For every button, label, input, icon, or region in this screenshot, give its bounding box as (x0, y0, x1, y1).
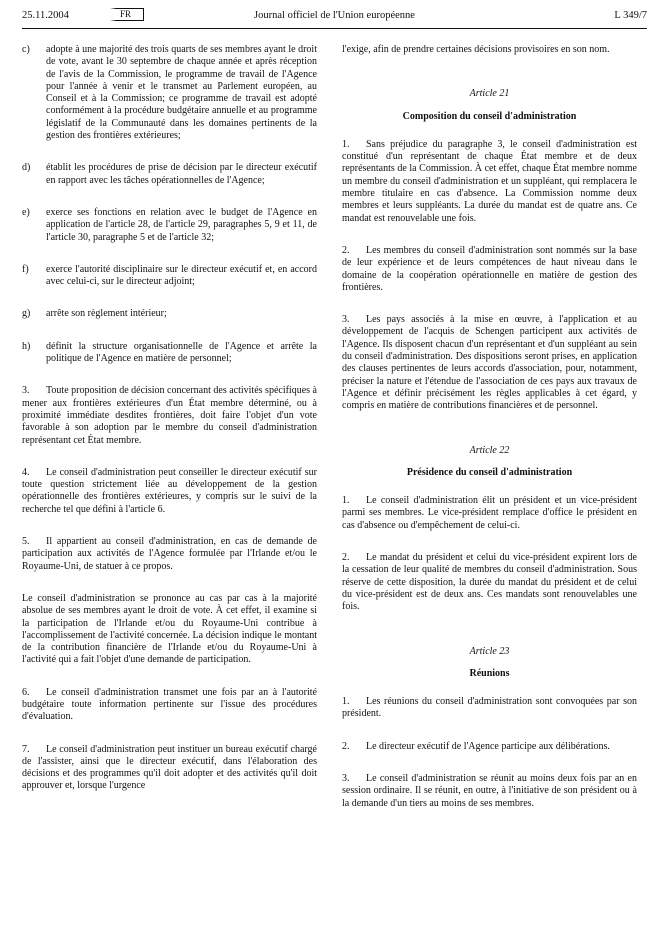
journal-title: Journal officiel de l'Union européenne (254, 10, 415, 21)
list-item: g) arrête son règlement intérieur; (22, 308, 167, 320)
right-column (342, 44, 637, 924)
page-reference: L 349/7 (614, 10, 647, 21)
publication-date: 25.11.2004 (22, 10, 69, 21)
page-header (22, 8, 647, 26)
list-item: d) établit les procédures de prise de décision par le directeur exécutif en rapport avec les tâches opérationnelles de l'Agence; (22, 162, 317, 186)
list-item: f) exerce l'autorité disciplinaire sur le directeur exécutif et, en accord avec celui-ci, sur le directeur adjoint; (22, 263, 317, 288)
paragraph: 1. Les réunions du conseil d'administration sont convoquées par son président. (342, 696, 637, 720)
continuation-text: l'exige, afin de prendre certaines décisions provisoires en son nom. (342, 44, 610, 55)
paragraph: 2. Le mandat du président et celui du vice-président expirent lors de la cessation de leur qualité de membres du conseil d'administration. Sous réserve de cette disposition, la durée du mandat du président et de celui du vice-président est de deux ans. Ces mandats sont renouvelables une fois. (342, 552, 637, 613)
paragraph: 3. Les pays associés à la mise en œuvre, à l'application et au développement de l'acquis de Schengen participent aux activités de l'Agence. Ils disposent chacun d'un représentant et d'un suppléant au sein du conseil d'administration. Des dispositions seront prises, en application des clauses pertinentes de leurs accords d'association, pour, notamment, préciser la nature et l'étendue de l'association de ces pays aux travaux de l'Agence et définir précisément les règles applicables à cet égard, y compris en matière de contributions financières et de personnel. (342, 314, 637, 412)
paragraph: 1. Le conseil d'administration élit un président et un vice-président parmi ses membres. Le vice-président remplace d'office le président en cas d'absence ou d'empêchement de celui-ci. (342, 495, 637, 531)
header-rule (22, 28, 647, 29)
paragraph: 2. Les membres du conseil d'administration sont nommés sur la base de leur expérience et de leurs compétences de haut niveau dans le domaine de la coopération opérationnelle en matière de gestion des frontières. (342, 244, 637, 293)
article-heading: Présidence du conseil d'administration (406, 466, 573, 478)
paragraph: 7. Le conseil d'administration peut instituer un bureau exécutif chargé de l'assister, ainsi que le directeur exécutif, dans l'élaboration des décisions et des programmes qu'il doit adopter et des activités qu'il doit approuver et, lorsque l'urgence (22, 743, 317, 792)
paragraph: 1. Sans préjudice du paragraphe 3, le conseil d'administration est constitué d'un représentant de chaque État membre et de deux représentants de la Commission. À cet effet, chaque État membre nomme un membre du conseil d'administration et un suppléant, qui remplacera le membre titulaire en cas d'absence. La Commission nomme deux membres et leurs suppléants. La durée du mandat est de quatre ans. Ce mandat est renouvelable une fois. (342, 138, 637, 224)
language-code: FR (110, 8, 144, 21)
article-title: Article 22 (469, 444, 510, 456)
paragraph: 4. Le conseil d'administration peut conseiller le directeur exécutif sur toute question strictement liée au développement de la gestion opérationnelle des frontières extérieures, y compris sur le suivi de la recherche tel que défini à l'article 6. (22, 466, 317, 515)
paragraph: 2. Le directeur exécutif de l'Agence participe aux délibérations. (342, 740, 610, 752)
paragraph: 6. Le conseil d'administration transmet une fois par an à l'autorité budgétaire toute information pertinente sur l'issue des procédures d'évaluation. (22, 686, 317, 723)
list-item: e) exerce ses fonctions en relation avec le budget de l'Agence en application de l'article 28, de l'article 29, paragraphes 5, 9 et 11, de l'article 30, paragraphe 5 et de l'article 32; (22, 206, 317, 243)
article-heading: Réunions (469, 667, 510, 679)
left-column (22, 44, 317, 924)
paragraph: 3. Toute proposition de décision concernant des activités spécifiques à mener aux frontières extérieures d'un État membre déterminé, ou à proximité immédiate desdites frontières, doit faire l'objet d'un vote favorable à son adoption par le membre du conseil d'administration représentant cet État membre. (22, 385, 317, 446)
paragraph: Le conseil d'administration se prononce au cas par cas à la majorité absolue de ses membres ayant le droit de vote. À cet effet, il examine si la participation de l'Irlande et/ou du Royaume-Uni contribue à l'accomplissement de l'activité concernée. La décision indique le montant de la contribution financière de l'Irlande et/ou du Royaume-Uni à l'activité qui a fait l'objet d'une demande de participation. (22, 592, 317, 666)
paragraph: 5. Il appartient au conseil d'administration, en cas de demande de participation aux activités de l'Agence formulée par l'Irlande et/ou le Royaume-Uni, de statuer à ce propos. (22, 536, 317, 572)
list-item: h) définit la structure organisationnelle de l'Agence et arrête la politique de l'Agence en matière de personnel; (22, 340, 317, 365)
article-title: Article 21 (469, 88, 510, 100)
article-title: Article 23 (469, 645, 510, 657)
article-heading: Composition du conseil d'administration (402, 110, 577, 122)
paragraph: 3. Le conseil d'administration se réunit au moins deux fois par an en session ordinaire. Il se réunit, en outre, à l'initiative de son président ou à la demande d'un tiers au moins de ses membres. (342, 772, 637, 809)
list-item: c) adopte à une majorité des trois quarts de ses membres ayant le droit de vote, avant le 30 septembre de chaque année et après réception de l'avis de la Commission, le programme de travail de l'Agence pour l'année à venir et le transmet au Parlement européen, au Conseil et à la Commission; ce programme de travail est adopté conformément à la procédure budgétaire annuelle et au programme législatif de la Communauté dans les domaines pertinents de la gestion des frontières extérieures; (22, 44, 317, 142)
